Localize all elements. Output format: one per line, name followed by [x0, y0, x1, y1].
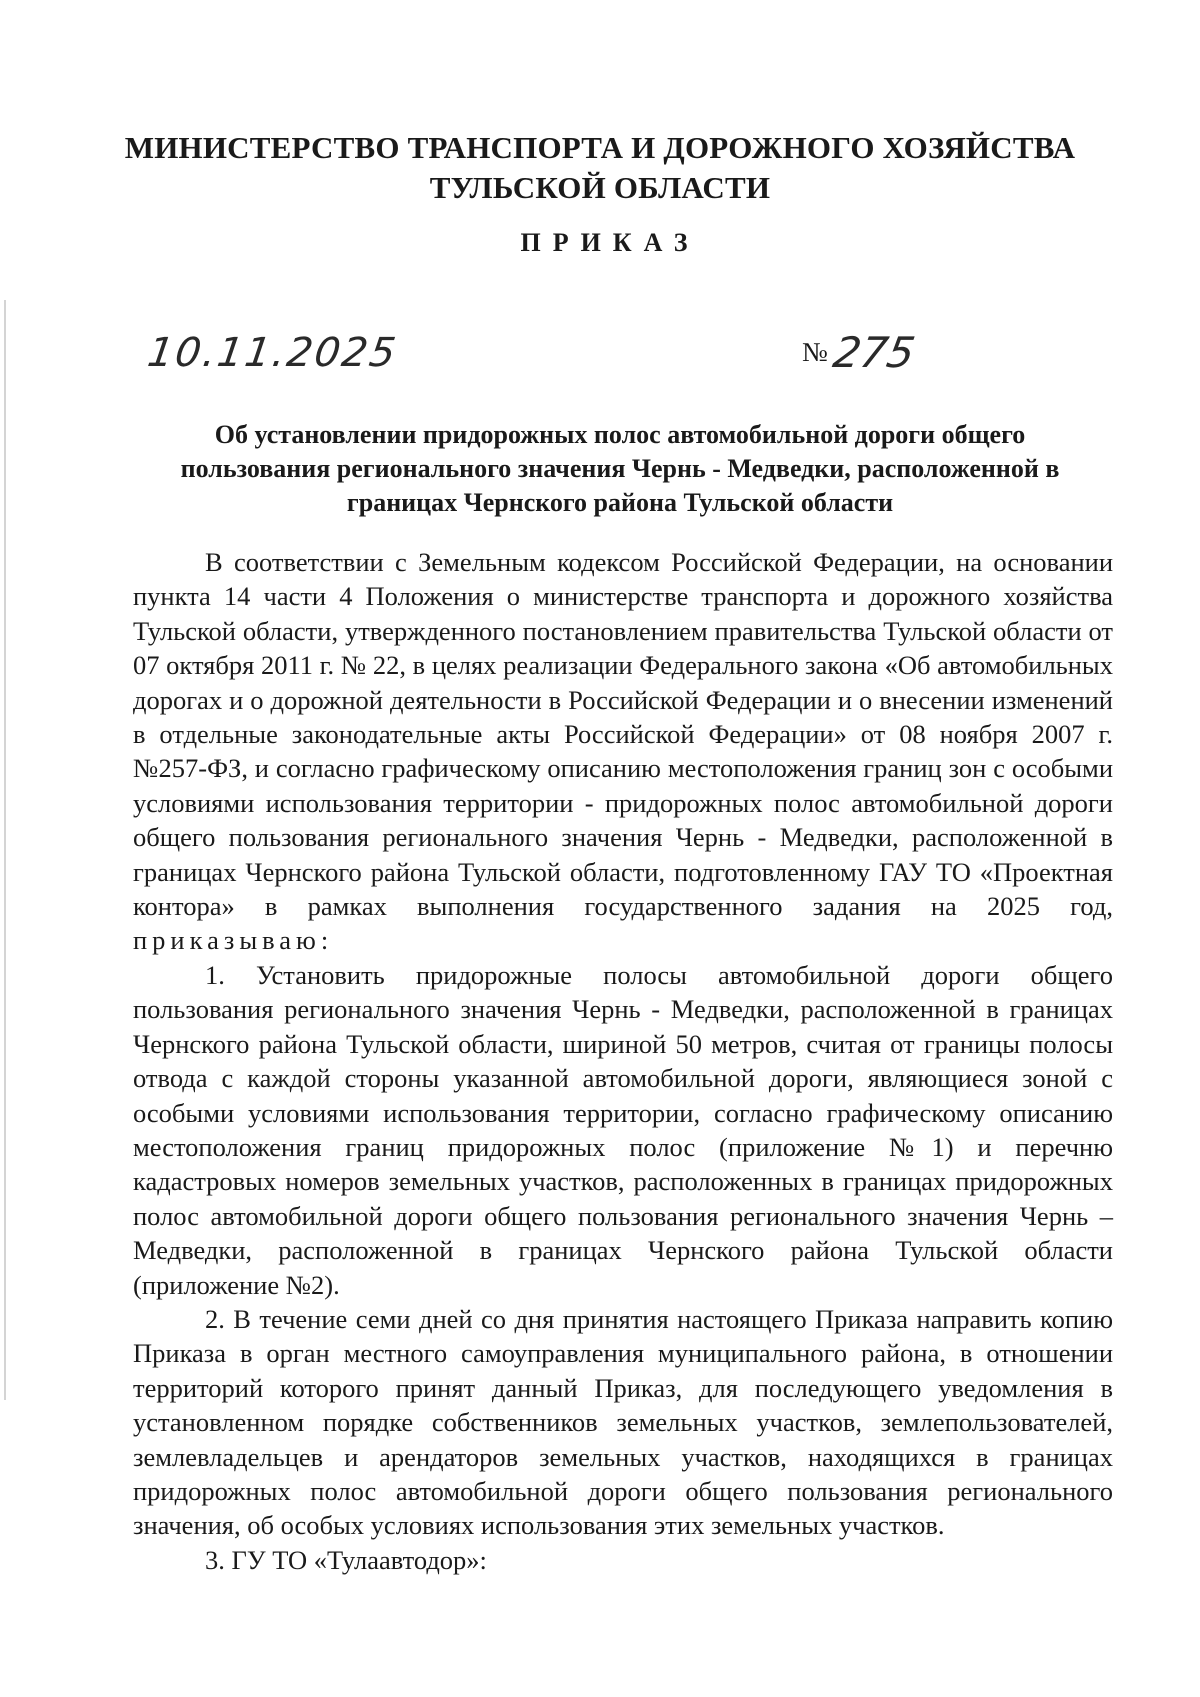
ministry-header: [0, 128, 1200, 208]
scan-edge-mark: [4, 300, 6, 1400]
ministry-name-line2: ТУЛЬСКОЙ ОБЛАСТИ: [429, 170, 771, 205]
title-line3: границах Чернского района Тульской области: [346, 488, 894, 517]
order-number: 275: [829, 328, 919, 377]
title-line1: Об установлении придорожных полос автомобильной дороги общего: [214, 420, 1026, 449]
title-line2: пользования регионального значения Чернь - Медведки, расположенной в: [180, 454, 1060, 483]
number-sign: №: [802, 337, 828, 367]
order-number-block: [802, 328, 919, 377]
preamble-text: В соответствии с Земельным кодексом Российской Федерации, на основании пункта 14 части 4 Положения о министерстве транспорта и дорожного хозяйства Тульской области, утвержденного постановлением правительства Тульской области от 07 октября 2011 г. № 22, в целях реализации Федерального закона «Об автомобильных дорогах и о дорожной деятельности в Российской Федерации и о внесении изменений в отдельные законодательные акты Российской Федерации» от 08 ноября 2007 г. №257-ФЗ, и согласно графическому описанию местоположения границ зон с особыми условиями использования территории - придорожных полос автомобильной дороги общего пользования регионального значения Чернь - Медведки, расположенной в границах Чернского района Тульской области, подготовленному ГАУ ТО «Проектная контора» в рамках выполнения государственного задания на 2025 год,: [133, 547, 1113, 922]
preamble-paragraph: [133, 545, 1113, 958]
ministry-name-line1: МИНИСТЕРСТВО ТРАНСПОРТА И ДОРОЖНОГО ХОЗЯЙСТВА: [124, 130, 1076, 165]
item-2-paragraph: 2. В течение семи дней со дня принятия настоящего Приказа направить копию Приказа в орган местного самоуправления муниципального района, в отношении территорий которого принят данный Приказ, для последующего уведомления в установленном порядке собственников земельных участков, землепользователей, землевладельцев и арендаторов земельных участков, находящихся в границах придорожных полос автомобильной дороги общего пользования регионального значения, об особых условиях использования этих земельных участков.: [133, 1303, 1113, 1541]
order-date: 10.11.2025: [144, 330, 401, 376]
item-3-paragraph: 3. ГУ ТО «Тулаавтодор»:: [205, 1544, 487, 1575]
order-heading: ПРИКАЗ: [520, 228, 700, 257]
item-1-paragraph: 1. Установить придорожные полосы автомобильной дороги общего пользования регионального значения Чернь - Медведки, расположенной в границах Чернского района Тульской области, шириной 50 метров, считая от границы полосы отвода с каждой стороны указанной автомобильной дороги, являющиеся зоной с особыми условиями использования территории, согласно графическому описанию местоположения границ придорожных полос (приложение №1) и перечню кадастровых номеров земельных участков, расположенных в границах придорожных полос автомобильной дороги общего пользования регионального значения Чернь – Медведки, расположенной в границах Чернского района Тульской области (приложение №2).: [133, 959, 1113, 1300]
order-verb: приказываю:: [133, 925, 334, 956]
document-title: [130, 418, 1110, 520]
document-body: [133, 545, 1113, 1577]
